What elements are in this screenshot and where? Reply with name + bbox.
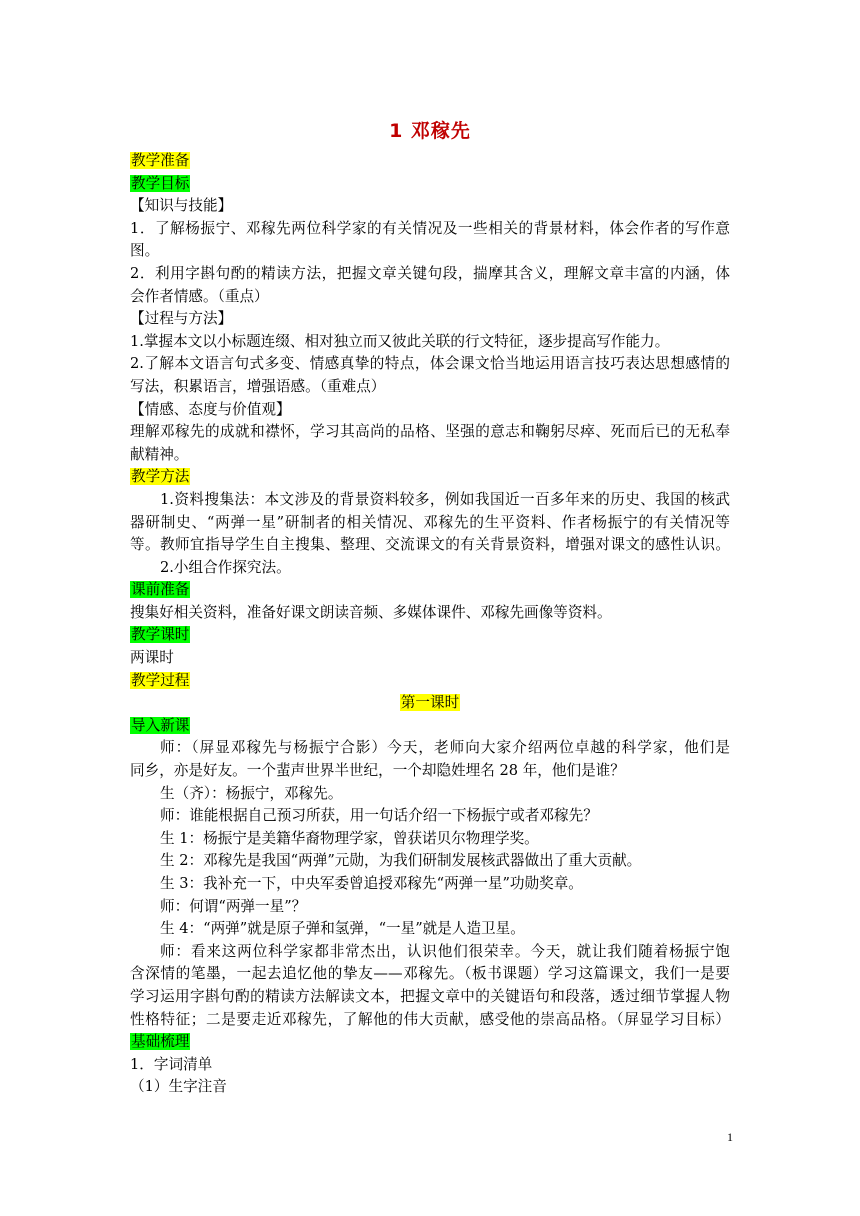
section-heading-h-prep bbox=[130, 150, 730, 173]
text-line-goal-1a bbox=[130, 218, 730, 241]
heading-label: 导入新课 bbox=[131, 716, 190, 734]
line-text: 理解邓稼先的成就和襟怀，学习其高尚的品格、坚强的意志和鞠躬尽瘁、死而后已的无私奉 bbox=[130, 423, 730, 441]
text-line-method-2 bbox=[130, 557, 730, 580]
line-text: 两课时 bbox=[130, 649, 174, 667]
text-line-sub-knowledge bbox=[130, 195, 730, 218]
text-line-emo-a bbox=[130, 421, 730, 444]
text-line-proc-1 bbox=[130, 331, 730, 354]
text-line-method-1a bbox=[130, 489, 730, 512]
line-text: 等。教师宜指导学生自主搜集、整理、交流课文的有关背景资料，增强对课文的感性认识。 bbox=[130, 536, 730, 554]
section-heading-h-process bbox=[130, 670, 730, 693]
text-line-d4 bbox=[130, 828, 730, 851]
line-text: 学习运用字斟句酌的精读方法解读文本，把握文章中的关键语句和段落，透过细节掌握人物 bbox=[130, 987, 730, 1005]
line-text: 1.掌握本文以小标题连缀、相对独立而又彼此关联的行文特征，逐步提高写作能力。 bbox=[130, 332, 670, 350]
line-text: 含深情的笔墨，一起去追忆他的挚友——邓稼先。（板书课题）学习这篇课文，我们一是要 bbox=[130, 965, 730, 983]
section-heading-h-intro bbox=[130, 715, 730, 738]
text-line-d9d bbox=[130, 1009, 730, 1032]
heading-label: 课前准备 bbox=[131, 581, 190, 599]
line-text: 2.了解本文语言句式多变、情感真挚的特点，体会课文恰当地运用语言技巧表达思想感情的 bbox=[130, 355, 730, 373]
text-line-sub-emotion bbox=[130, 399, 730, 422]
heading-label: 教学方法 bbox=[131, 468, 190, 486]
line-text: 生 3：我补充一下，中央军委曾追授邓稼先“两弹一星”功勋奖章。 bbox=[160, 875, 583, 892]
text-line-d7 bbox=[130, 896, 730, 919]
text-line-proc-2b bbox=[130, 376, 730, 399]
heading-label: 第一课时 bbox=[400, 694, 460, 712]
line-text: 献精神。 bbox=[130, 445, 189, 463]
section-heading-h-basic bbox=[130, 1031, 730, 1054]
line-text: 【情感、态度与价值观】 bbox=[130, 400, 291, 418]
text-line-goal-2a bbox=[130, 263, 730, 286]
line-text: 生 1：杨振宁是美籍华裔物理学家，曾获诺贝尔物理学奖。 bbox=[160, 829, 539, 847]
line-text: 1．字词清单 bbox=[130, 1055, 213, 1073]
section-heading-h-hours bbox=[130, 624, 730, 647]
text-line-emo-b bbox=[130, 444, 730, 467]
text-line-d9b bbox=[130, 963, 730, 986]
text-line-d9c bbox=[130, 986, 730, 1009]
line-text: 同乡，亦是好友。一个蜚声世界半世纪，一个却隐姓埋名 28 年，他们是谁？ bbox=[130, 762, 625, 780]
text-line-basic-1-1 bbox=[130, 1076, 730, 1099]
text-line-sub-process bbox=[130, 308, 730, 331]
text-line-d5 bbox=[130, 850, 730, 873]
page-title: 1 邓稼先 bbox=[389, 120, 471, 142]
line-text: 2.小组合作探究法。 bbox=[160, 558, 291, 576]
line-text: 搜集好相关资料，准备好课文朗读音频、多媒体课件、邓稼先画像等资料。 bbox=[130, 603, 612, 621]
line-text: 图。 bbox=[130, 242, 160, 260]
section-heading-h-method bbox=[130, 466, 730, 489]
line-text: 1.资料搜集法：本文涉及的背景资料较多，例如我国近一百多年来的历史、我国的核武 bbox=[160, 490, 730, 508]
text-line-d3 bbox=[130, 805, 730, 828]
line-text: 师：（屏显邓稼先与杨振宁合影）今天，老师向大家介绍两位卓越的科学家，他们是 bbox=[160, 739, 730, 757]
line-text: 生（齐）：杨振宁，邓稼先。 bbox=[160, 784, 343, 802]
line-text: 会作者情感。（重点） bbox=[130, 287, 269, 305]
section-heading-h-goal bbox=[130, 173, 730, 196]
line-text: 师：谁能根据自己预习所获，用一句话介绍一下杨振宁或者邓稼先？ bbox=[160, 807, 598, 825]
heading-label: 基础梳理 bbox=[131, 1033, 190, 1051]
text-line-goal-2b bbox=[130, 286, 730, 309]
text-line-goal-1b bbox=[130, 240, 730, 263]
line-text: 师：看来这两位科学家都非常杰出，认识他们很荣幸。今天，就让我们随着杨振宁饱 bbox=[160, 942, 730, 960]
text-line-method-1c bbox=[130, 534, 730, 557]
line-text: （1）生字注音 bbox=[130, 1078, 227, 1096]
line-text: 1．了解杨振宁、邓稼先两位科学家的有关情况及一些相关的背景材料，体会作者的写作意 bbox=[130, 219, 730, 237]
line-text: 生 2：邓稼先是我国“两弹”元勋，为我们研制发展核武器做出了重大贡献。 bbox=[160, 852, 642, 870]
text-line-hours bbox=[130, 647, 730, 670]
section-heading-h-first bbox=[130, 692, 730, 715]
heading-label: 教学目标 bbox=[131, 174, 190, 192]
text-line-d2 bbox=[130, 783, 730, 806]
heading-label: 教学准备 bbox=[131, 152, 190, 169]
page-number: 1 bbox=[727, 1130, 733, 1144]
heading-label: 教学过程 bbox=[131, 671, 190, 689]
heading-label: 教学课时 bbox=[131, 626, 190, 644]
text-line-basic-1 bbox=[130, 1054, 730, 1077]
line-text: 性格特征；二是要走近邓稼先，了解他的伟大贡献，感受他的崇高品格。（屏显学习目标） bbox=[130, 1010, 730, 1028]
text-line-proc-2a bbox=[130, 353, 730, 376]
line-text: 【过程与方法】 bbox=[130, 310, 233, 328]
line-text: 生 4：“两弹”就是原子弹和氢弹，“一星”就是人造卫星。 bbox=[160, 920, 525, 938]
section-heading-h-before bbox=[130, 579, 730, 602]
line-text: 写法，积累语言，增强语感。（重难点） bbox=[130, 377, 386, 395]
text-line-before bbox=[130, 602, 730, 625]
text-line-d6 bbox=[130, 873, 730, 896]
text-line-d8 bbox=[130, 918, 730, 941]
line-text: 师：何谓“两弹一星”？ bbox=[160, 897, 307, 915]
document-body bbox=[130, 150, 730, 1099]
text-line-method-1b bbox=[130, 512, 730, 535]
line-text: 器研制史、“两弹一星”研制者的相关情况、邓稼先的生平资料、作者杨振宁的有关情况等 bbox=[130, 513, 730, 531]
text-line-d1b bbox=[130, 760, 730, 783]
line-text: 2．利用字斟句酌的精读方法，把握文章关键句段，揣摩其含义，理解文章丰富的内涵，体 bbox=[130, 264, 730, 282]
text-line-d1a bbox=[130, 737, 730, 760]
text-line-d9a bbox=[130, 941, 730, 964]
line-text: 【知识与技能】 bbox=[130, 197, 233, 215]
